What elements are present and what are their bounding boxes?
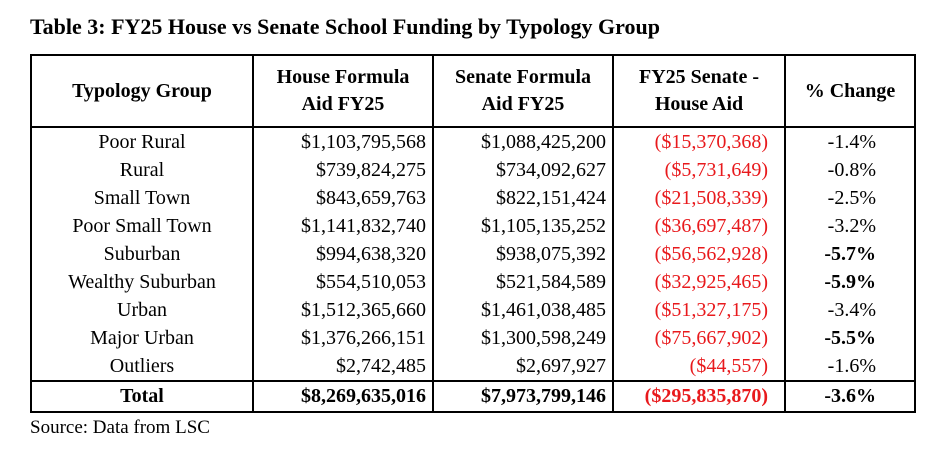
house-aid-cell: $1,103,795,568 bbox=[253, 127, 433, 156]
typology-group-cell: Small Town bbox=[31, 184, 253, 212]
table-row bbox=[31, 212, 915, 240]
header-senate-aid bbox=[433, 55, 613, 127]
senate-aid-cell: $1,300,598,249 bbox=[433, 324, 613, 352]
senate-aid-cell: $1,461,038,485 bbox=[433, 296, 613, 324]
percent-change-cell: -3.4% bbox=[785, 296, 915, 324]
senate-aid-cell: $1,088,425,200 bbox=[433, 127, 613, 156]
header-house-aid bbox=[253, 55, 433, 127]
typology-group-cell: Outliers bbox=[31, 352, 253, 381]
percent-change-cell: -1.4% bbox=[785, 127, 915, 156]
header-senate-line2: Aid FY25 bbox=[481, 93, 565, 115]
total-row bbox=[31, 381, 915, 412]
table-row bbox=[31, 184, 915, 212]
difference-cell: ($51,327,175) bbox=[613, 296, 785, 324]
typology-group-cell: Urban bbox=[31, 296, 253, 324]
difference-cell: ($75,667,902) bbox=[613, 324, 785, 352]
house-aid-cell: $843,659,763 bbox=[253, 184, 433, 212]
table-footer bbox=[31, 381, 915, 412]
header-percent-change: % Change bbox=[785, 55, 915, 127]
total-difference: ($295,835,870) bbox=[613, 381, 785, 412]
typology-group-cell: Rural bbox=[31, 156, 253, 184]
header-house-line2: Aid FY25 bbox=[301, 93, 385, 115]
house-aid-cell: $554,510,053 bbox=[253, 268, 433, 296]
typology-group-cell: Wealthy Suburban bbox=[31, 268, 253, 296]
header-diff-line2: House Aid bbox=[654, 93, 744, 115]
senate-aid-cell: $822,151,424 bbox=[433, 184, 613, 212]
funding-table bbox=[30, 54, 916, 413]
table-row bbox=[31, 352, 915, 381]
senate-aid-cell: $734,092,627 bbox=[433, 156, 613, 184]
typology-group-cell: Poor Rural bbox=[31, 127, 253, 156]
table-row bbox=[31, 240, 915, 268]
difference-cell: ($36,697,487) bbox=[613, 212, 785, 240]
table-row bbox=[31, 156, 915, 184]
difference-cell: ($15,370,368) bbox=[613, 127, 785, 156]
percent-change-cell: -1.6% bbox=[785, 352, 915, 381]
total-percent-change: -3.6% bbox=[785, 381, 915, 412]
senate-aid-cell: $1,105,135,252 bbox=[433, 212, 613, 240]
total-house-aid: $8,269,635,016 bbox=[253, 381, 433, 412]
source-note: Source: Data from LSC bbox=[30, 417, 210, 438]
percent-change-cell: -0.8% bbox=[785, 156, 915, 184]
typology-group-cell: Poor Small Town bbox=[31, 212, 253, 240]
table-row bbox=[31, 324, 915, 352]
house-aid-cell: $739,824,275 bbox=[253, 156, 433, 184]
table-header bbox=[31, 55, 915, 127]
senate-aid-cell: $521,584,589 bbox=[433, 268, 613, 296]
header-house-line1: House Formula bbox=[276, 66, 410, 88]
percent-change-cell: -5.7% bbox=[785, 240, 915, 268]
house-aid-cell: $1,376,266,151 bbox=[253, 324, 433, 352]
difference-cell: ($5,731,649) bbox=[613, 156, 785, 184]
table-row bbox=[31, 296, 915, 324]
percent-change-cell: -5.5% bbox=[785, 324, 915, 352]
house-aid-cell: $1,512,365,660 bbox=[253, 296, 433, 324]
header-senate-line1: Senate Formula bbox=[454, 66, 592, 88]
difference-cell: ($56,562,928) bbox=[613, 240, 785, 268]
total-senate-aid: $7,973,799,146 bbox=[433, 381, 613, 412]
typology-group-cell: Major Urban bbox=[31, 324, 253, 352]
senate-aid-cell: $938,075,392 bbox=[433, 240, 613, 268]
house-aid-cell: $994,638,320 bbox=[253, 240, 433, 268]
table-row bbox=[31, 268, 915, 296]
difference-cell: ($44,557) bbox=[613, 352, 785, 381]
typology-group-cell: Suburban bbox=[31, 240, 253, 268]
header-difference bbox=[613, 55, 785, 127]
difference-cell: ($21,508,339) bbox=[613, 184, 785, 212]
table-body bbox=[31, 127, 915, 381]
header-typology-group: Typology Group bbox=[31, 55, 253, 127]
percent-change-cell: -3.2% bbox=[785, 212, 915, 240]
total-label: Total bbox=[31, 381, 253, 412]
difference-cell: ($32,925,465) bbox=[613, 268, 785, 296]
header-diff-line1: FY25 Senate - bbox=[639, 66, 759, 88]
percent-change-cell: -2.5% bbox=[785, 184, 915, 212]
header-row bbox=[31, 55, 915, 127]
table-row bbox=[31, 127, 915, 156]
house-aid-cell: $2,742,485 bbox=[253, 352, 433, 381]
percent-change-cell: -5.9% bbox=[785, 268, 915, 296]
table-title: Table 3: FY25 House vs Senate School Funding by Typology Group bbox=[30, 14, 660, 39]
senate-aid-cell: $2,697,927 bbox=[433, 352, 613, 381]
house-aid-cell: $1,141,832,740 bbox=[253, 212, 433, 240]
